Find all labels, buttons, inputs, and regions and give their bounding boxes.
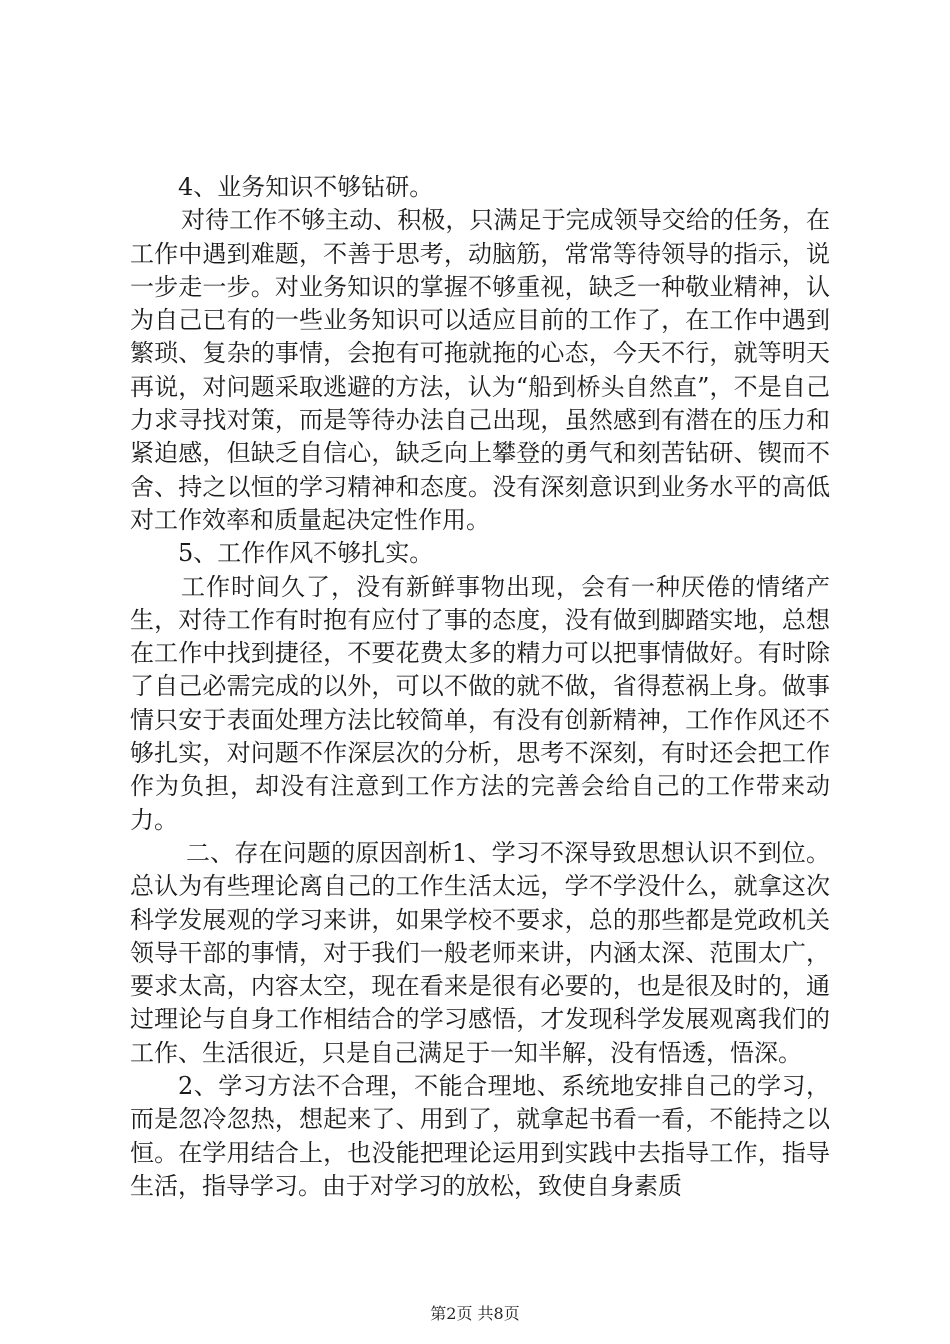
paragraph-learning-method: 2、学习方法不合理，不能合理地、系统地安排自己的学习，而是忽冷忽热，想起来了、用到了，就拿起书看一看，不能持之以恒。在学用结合上，也没能把理论运用到实践中去指导工作，指导生活，指导学习。由于对学习的放松，致使自身素质 <box>130 1072 830 1200</box>
paragraph-cause-analysis: 二、存在问题的原因剖析1、学习不深导致思想认识不到位。总认为有些理论离自己的工作生活太远，学不学没什么，就拿这次科学发展观的学习来讲，如果学校不要求，总的那些都是党政机关领导干部的事情，对于我们一般老师来讲，内涵太深、范围太广，要求太高，内容太空，现在看来是很有必要的，也是很及时的，通过理论与自身工作相结合的学习感悟，才发现科学发展观离我们的工作、生活很近，只是自己满足于一知半解，没有悟透，悟深。 <box>130 838 830 1067</box>
document-body <box>130 171 830 1203</box>
section-heading-4: 4、业务知识不够钻研。 <box>178 173 434 201</box>
page-number-footer: 第2页 共8页 <box>430 1304 520 1323</box>
paragraph-work-style: 工作时间久了，没有新鲜事物出现，会有一种厌倦的情绪产生，对待工作有时抱有应付了事的态度，没有做到脚踏实地，总想在工作中找到捷径，不要花费太多的精力可以把事情做好。有时除了自己必需完成的以外，可以不做的就不做，省得惹祸上身。做事情只安于表面处理方法比较简单，有没有创新精神，工作作风还不够扎实，对问题不作深层次的分析，思考不深刻，有时还会把工作作为负担，却没有注意到工作方法的完善会给自己的工作带来动力。 <box>130 572 830 834</box>
section-heading-5: 5、工作作风不够扎实。 <box>178 539 434 568</box>
paragraph-business-knowledge: 对待工作不够主动、积极，只满足于完成领导交给的任务，在工作中遇到难题，不善于思考，动脑筋，常常等待领导的指示，说一步走一步。对业务知识的掌握不够重视，缺乏一种敬业精神，认为自己已有的一些业务知识可以适应目前的工作了，在工作中遇到繁琐、复杂的事情，会抱有可拖就拖的心态，今天不行，就等明天再说，对问题采取逃避的方法，认为“船到桥头自然直”，不是自己力求寻找对策，而是等待办法自己出现，虽然感到有潜在的压力和紧迫感，但缺乏自信心，缺乏向上攀登的勇气和刻苦钻研、锲而不舍、持之以恒的学习精神和态度。没有深刻意识到业务水平的高低对工作效率和质量起决定性作用。 <box>130 206 830 534</box>
